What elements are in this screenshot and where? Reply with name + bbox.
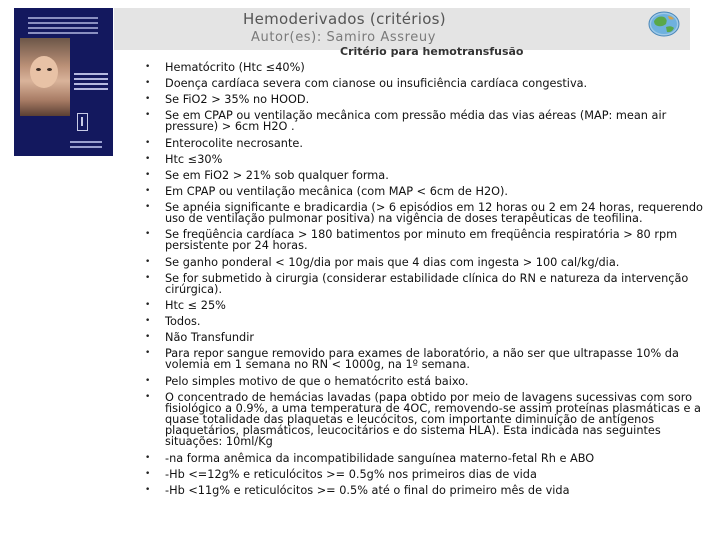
- list-item: • Enterocolite necrosante.: [165, 138, 717, 149]
- criteria-list: [165, 62, 717, 501]
- list-item: • Se em CPAP ou ventilação mecânica com pressão média das vias aéreas (MAP: mean air pressure) > 6cm H2O .: [165, 110, 717, 132]
- list-item: • Hematócrito (Htc ≤40%): [165, 62, 717, 73]
- cover-baby-eye: [36, 68, 41, 71]
- list-item: • Se em FiO2 > 21% sob qualquer forma.: [165, 170, 717, 181]
- list-item: • Htc ≤ 25%: [165, 300, 717, 311]
- section-subtitle: Critério para hemotransfusão: [340, 45, 524, 58]
- list-item: • Todos.: [165, 316, 717, 327]
- list-item: • Se for submetido à cirurgia (considerar estabilidade clínica do RN e natureza da intervenção cirúrgica).: [165, 273, 717, 295]
- list-item: • Se FiO2 > 35% no HOOD.: [165, 94, 717, 105]
- list-item: • Não Transfundir: [165, 332, 717, 343]
- author-line: Autor(es): Samiro Assreuy: [251, 30, 437, 45]
- globe-icon: [648, 9, 680, 37]
- list-item: • Pelo simples motivo de que o hematócrito está baixo.: [165, 376, 717, 387]
- cover-footer-lines: [70, 138, 102, 151]
- book-cover-image: [14, 8, 113, 156]
- page-title: Hemoderivados (critérios): [243, 10, 446, 28]
- list-item: • Se freqüência cardíaca > 180 batimentos por minuto em freqüência respiratória > 80 rpm persistente por 24 horas.: [165, 229, 717, 251]
- cover-book-icon: [77, 113, 88, 131]
- list-item: • Em CPAP ou ventilação mecânica (com MAP < 6cm de H2O).: [165, 186, 717, 197]
- list-item: • Doença cardíaca severa com cianose ou insuficiência cardíaca congestiva.: [165, 78, 717, 89]
- list-item: • O concentrado de hemácias lavadas (papa obtido por meio de lavagens sucessivas com soro fisiológico a 0.9%, a uma temperatura de 4OC, removendo-se assim proteínas plasmáticas e a quase totalidade das plaquetas e leucócitos, com importante diminuição de antígenos plaquetários, plasmáticos, leucocitários e do sistema HLA). Esta indicada nas seguintes situações: 10ml/Kg: [165, 392, 717, 448]
- cover-baby-photo: [20, 38, 70, 116]
- cover-baby-eye: [47, 68, 52, 71]
- list-item: • Se ganho ponderal < 10g/dia por mais que 4 dias com ingesta > 100 cal/kg/dia.: [165, 257, 717, 268]
- cover-subtitle-lines: [74, 70, 108, 93]
- list-item: • Se apnéia significante e bradicardia (> 6 episódios em 12 horas ou 2 em 24 horas, requerendo uso de ventilação pulmonar positiva) na vigência de doses terapêuticas de teofilina.: [165, 202, 717, 224]
- cover-baby-face: [30, 56, 58, 88]
- list-item: • Para repor sangue removido para exames de laboratório, a não ser que ultrapasse 10% da volemia em 1 semana no RN < 1000g, na 1º semana.: [165, 348, 717, 370]
- list-item: • -Hb <11g% e reticulócitos >= 0.5% até o final do primeiro mês de vida: [165, 485, 717, 496]
- list-item: • Htc ≤30%: [165, 154, 717, 165]
- list-item: • -na forma anêmica da incompatibilidade sanguínea materno-fetal Rh e ABO: [165, 453, 717, 464]
- list-item: • -Hb <=12g% e reticulócitos >= 0.5g% nos primeiros dias de vida: [165, 469, 717, 480]
- cover-title-lines: [28, 14, 98, 38]
